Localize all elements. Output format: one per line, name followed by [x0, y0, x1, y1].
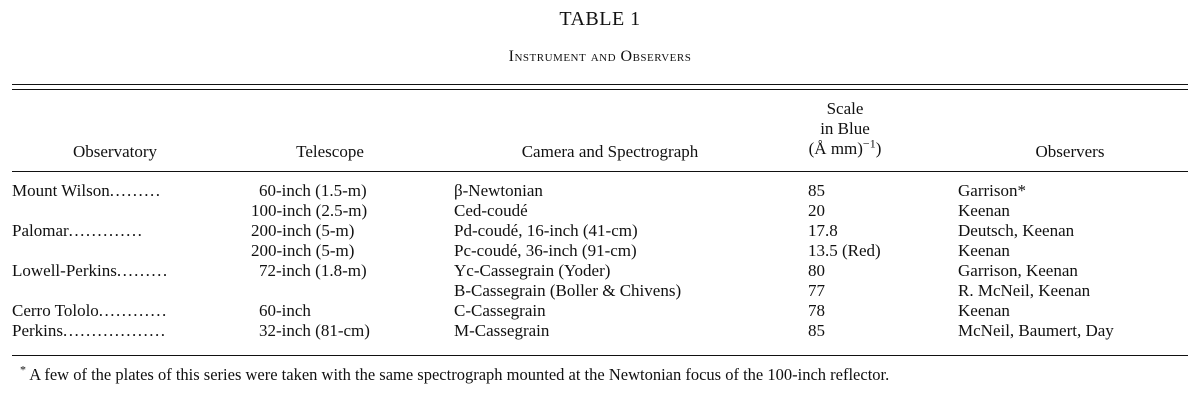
cell-scale: 85	[808, 321, 825, 340]
cell-observers: Garrison*	[958, 181, 1026, 200]
header-observers: Observers	[1035, 142, 1105, 161]
header-scale	[790, 99, 900, 159]
cell-camera: Pc-coudé, 36-inch (91-cm)	[454, 241, 637, 260]
header-camera: Camera and Spectrograph	[521, 142, 699, 161]
cell-telescope: 100-inch (2.5-m)	[251, 201, 368, 220]
cell-telescope: 200-inch (5-m)	[251, 241, 355, 260]
cell-telescope: 72-inch (1.8-m)	[259, 261, 367, 280]
cell-observers: McNeil, Baumert, Day	[958, 321, 1114, 340]
cell-telescope: 32-inch (81-cm)	[259, 321, 370, 340]
footnote	[20, 362, 890, 385]
cell-scale: 78	[808, 301, 825, 320]
header-telescope: Telescope	[296, 142, 364, 161]
cell-scale: 77	[808, 281, 825, 300]
header-observatory: Observatory	[72, 142, 158, 161]
cell-observatory: Palomar.............	[12, 221, 144, 240]
cell-camera: C-Cassegrain	[454, 301, 546, 320]
cell-scale: 13.5 (Red)	[808, 241, 881, 260]
cell-observers: Keenan	[958, 301, 1010, 320]
header-rule	[12, 171, 1188, 172]
top-rule	[12, 84, 1188, 85]
table-number: TABLE 1	[559, 8, 641, 30]
cell-observers: Keenan	[958, 201, 1010, 220]
cell-observers: Keenan	[958, 241, 1010, 260]
cell-camera: Pd-coudé, 16-inch (41-cm)	[454, 221, 638, 240]
cell-camera: Ced-coudé	[454, 201, 528, 220]
cell-camera: M-Cassegrain	[454, 321, 550, 340]
cell-observers: R. McNeil, Keenan	[958, 281, 1091, 300]
cell-observers: Garrison, Keenan	[958, 261, 1078, 280]
cell-scale: 80	[808, 261, 825, 280]
cell-scale: 20	[808, 201, 825, 220]
cell-camera: B-Cassegrain (Boller & Chivens)	[454, 281, 682, 300]
cell-telescope: 60-inch	[259, 301, 311, 320]
header-scale-line3: (Å mm)$^{-1}$)	[808, 136, 882, 158]
cell-scale: 85	[808, 181, 825, 200]
bottom-rule	[12, 355, 1188, 356]
footnote-marker: *	[20, 362, 26, 377]
cell-observatory: Mount Wilson.........	[12, 181, 162, 200]
footnote-text: A few of the plates of this series were taken with the same spectrograph mounted at the Newtonian focus of the 100-inch reflector.	[29, 365, 890, 384]
cell-observatory: Perkins..................	[12, 321, 167, 340]
cell-telescope: 200-inch (5-m)	[251, 221, 355, 240]
top-rule-double	[12, 89, 1188, 90]
table-title: Instrument and Observers	[508, 48, 692, 65]
cell-camera: Yc-Cassegrain (Yoder)	[454, 261, 611, 280]
cell-observers: Deutsch, Keenan	[958, 221, 1075, 240]
cell-scale: 17.8	[808, 221, 838, 240]
header-scale-line2: in Blue	[820, 119, 870, 138]
cell-telescope: 60-inch (1.5-m)	[259, 181, 367, 200]
cell-observatory: Lowell-Perkins.........	[12, 261, 169, 280]
cell-camera: β-Newtonian	[454, 181, 543, 200]
cell-observatory: Cerro Tololo............	[12, 301, 168, 320]
header-scale-line1: Scale	[826, 99, 864, 118]
